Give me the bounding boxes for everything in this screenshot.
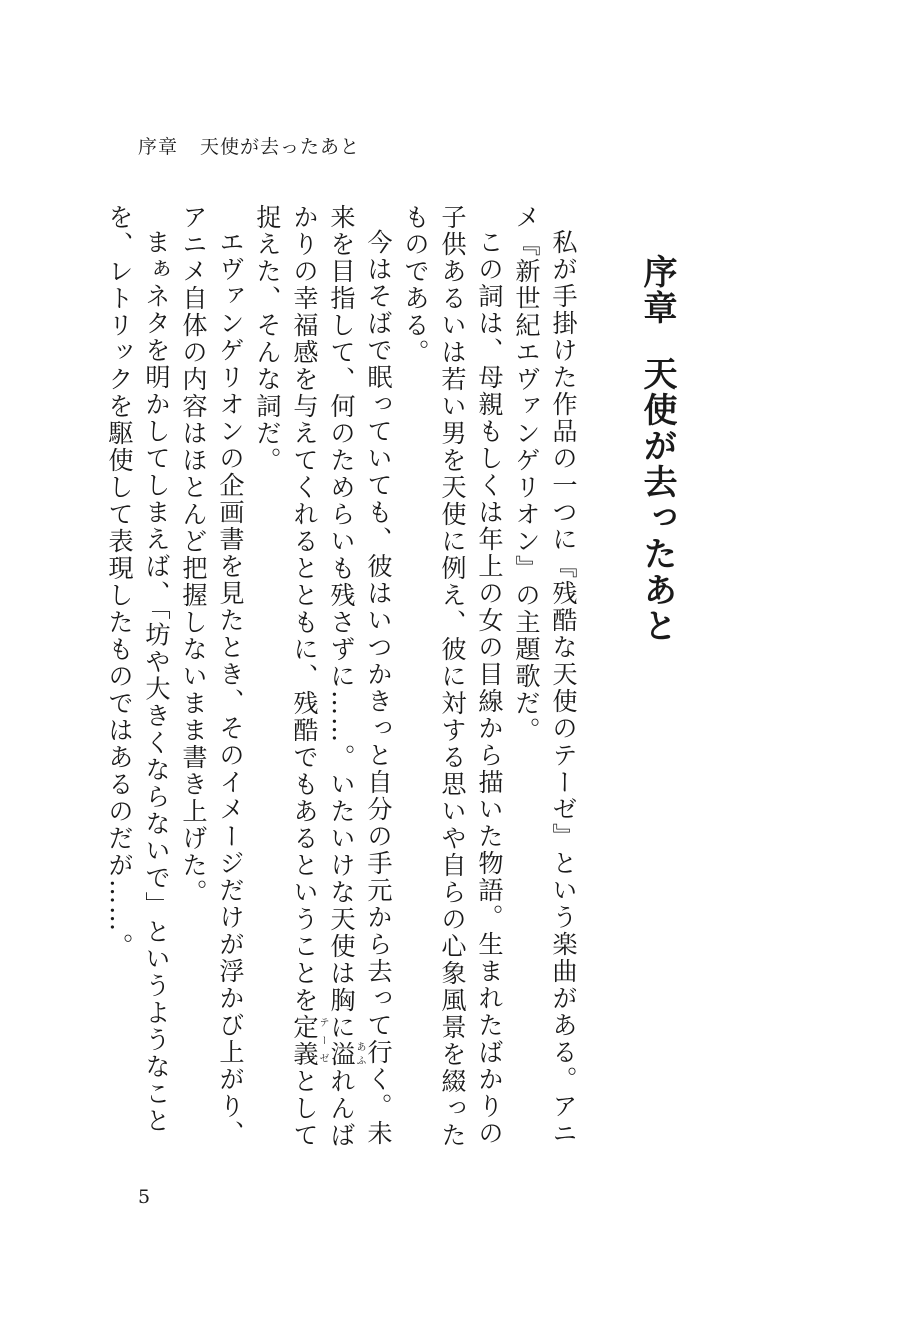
running-head [138, 132, 360, 159]
running-head-title: 天使が去ったあと [200, 136, 361, 158]
ruby-text: テーゼ [317, 1014, 328, 1068]
paragraph [175, 204, 249, 1164]
paragraph [101, 204, 175, 1164]
text-segment: れんばかりの幸福感を与えてくれるとともに、残酷でもあるということを [290, 204, 356, 1149]
text-segment: まぁネタを明かしてしまえば、「坊や大きくならないで」というようなことを、レトリックを駆使して表現したものではあるのだが……。 [105, 204, 171, 1135]
ruby-text: あふ [354, 1040, 365, 1068]
body-text [105, 204, 582, 1164]
ruby-annotation [290, 1014, 328, 1068]
text-segment: として捉えた、そんな詞だ。 [253, 204, 319, 1149]
paragraph [508, 204, 582, 1164]
text-segment: 今はそばで眠っていても、彼はいつかきっと自分の手元から去って行く。未来を目指して、何のためらいも残さずに……。いたいけな天使は胸に [327, 204, 393, 1148]
text-segment: エヴァンゲリオンの企画書を見たとき、そのイメージだけが浮かび上がり、アニメ自体の内容はほとんど把握しないまま書き上げた。 [179, 204, 245, 1148]
page-number: 5 [138, 1186, 151, 1208]
text-segment: この詞は、母親もしくは年上の女の目線から描いた物語。生まれたばかりの子供あるいは若い男を天使に例え、彼に対する思いや自らの心象風景を綴ったものである。 [401, 204, 504, 1149]
paragraph [249, 204, 397, 1164]
chapter-title-chapter: 序章 [637, 254, 677, 326]
ruby-annotation [327, 1040, 365, 1068]
running-head-chapter: 序章 [138, 136, 179, 158]
text-segment: 私が手掛けた作品の一つに『残酷な天使のテーゼ』という楽曲がある。アニメ『新世紀エヴァンゲリオン』の主題歌だ。 [512, 204, 578, 1148]
paragraph [397, 204, 508, 1164]
chapter-title-text: 天使が去ったあと [637, 356, 677, 644]
chapter-title [622, 254, 692, 814]
ruby-base: 溢 [327, 1040, 356, 1068]
ruby-base: 定義 [290, 1014, 319, 1068]
